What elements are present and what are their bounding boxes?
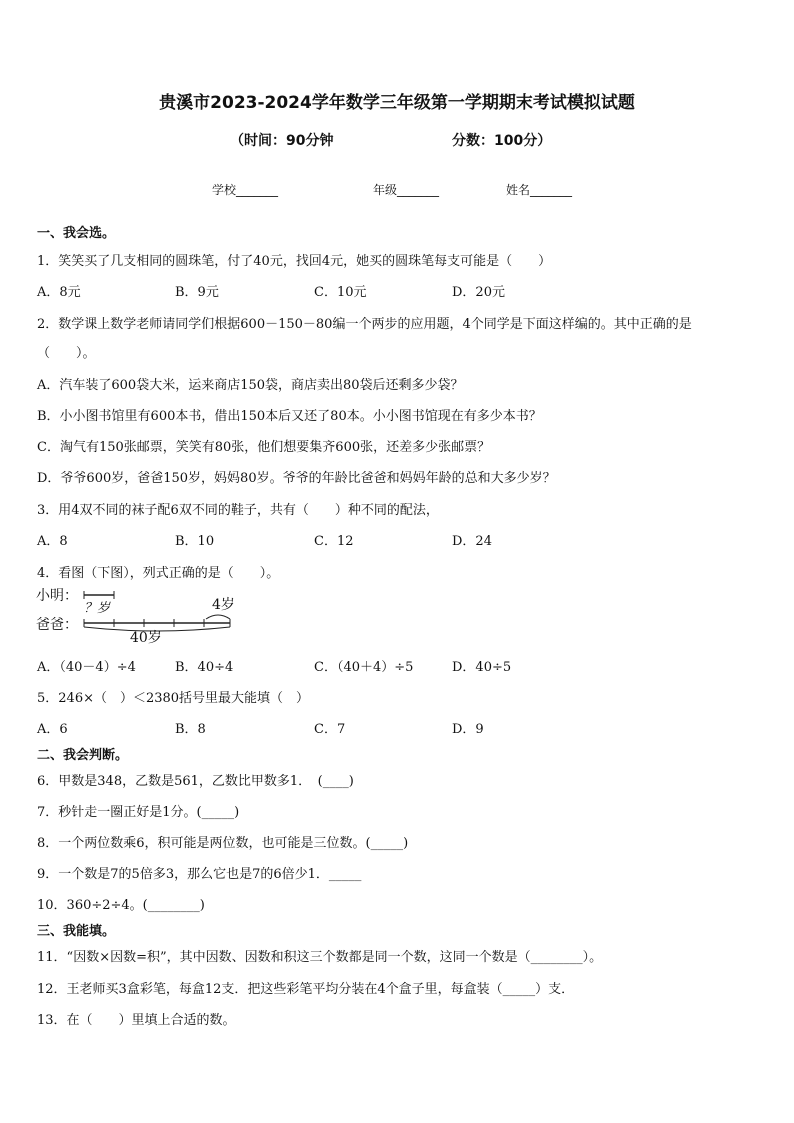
section-heading-choose: 一、我会选。: [37, 226, 116, 241]
question-10: 10．360÷2÷4。(________): [37, 898, 205, 913]
diff-label: 4岁: [212, 597, 235, 613]
question-3: 3．用4双不同的袜子配6双不同的鞋子，共有（ ）种不同的配法，: [37, 503, 439, 518]
q5-option-c: C．7: [314, 722, 346, 737]
q3-option-b: B．10: [175, 534, 215, 549]
question-2: 2．数学课上数学老师请同学们根据600－150－80编一个两步的应用题，4个同学是下面这样编的。其中正确的是: [37, 317, 692, 332]
question-11: 11．“因数×因数=积”，其中因数、因数和积这三个数都是同一个数，这同一个数是（________）。: [37, 950, 603, 965]
age-line-diagram: [36, 583, 246, 646]
question-9: 9．一个数是7的5倍多3，那么它也是7的6倍少1．_____: [37, 867, 362, 882]
name-field: 姓名_______: [506, 183, 573, 197]
question-7: 7．秒针走一圈正好是1分。(_____): [37, 805, 240, 820]
q4-option-b: B．40÷4: [175, 660, 234, 675]
q5-option-b: B．8: [175, 722, 206, 737]
q2-option-d: D．爷爷600岁，爸爸150岁，妈妈80岁。爷爷的年龄比爸爸和妈妈年龄的总和大多少岁？: [37, 471, 556, 486]
question-5: 5．246×（ ）＜2380括号里最大能填（ ）: [37, 691, 310, 706]
q2-option-c: C．淘气有150张邮票，笑笑有80张，他们想要集齐600张，还差多少张邮票？: [37, 440, 491, 455]
exam-time: （时间：90分钟: [230, 133, 334, 149]
question-6: 6．甲数是348，乙数是561，乙数比甲数多1． (____): [37, 774, 354, 789]
question-12: 12．王老师买3盒彩笔，每盒12支．把这些彩笔平均分装在4个盒子里，每盒装（_____）支．: [37, 982, 575, 997]
q3-option-d: D．24: [452, 534, 492, 549]
q5-option-a: A．6: [37, 722, 68, 737]
diff-brace: [206, 615, 230, 619]
question-1: 1．笑笑买了几支相同的圆珠笔，付了40元，找回4元，她买的圆珠笔每支可能是（ ）: [37, 254, 552, 269]
q2-option-b: B．小小图书馆里有600本书，借出150本后又还了80本。小小图书馆现在有多少本书？: [37, 409, 542, 424]
question-13: 13．在（ ）里填上合适的数。: [37, 1013, 236, 1028]
section-heading-judge: 二、我会判断。: [37, 748, 129, 763]
q4-option-a: A．（40－4）÷4: [37, 660, 136, 675]
grade-field: 年级_______: [373, 183, 440, 197]
q4-option-d: D．40÷5: [452, 660, 512, 675]
q2-option-a: A．汽车装了600袋大米，运来商店150袋，商店卖出80袋后还剩多少袋？: [37, 378, 464, 393]
q5-option-d: D．9: [452, 722, 484, 737]
q1-option-a: A．8元: [37, 285, 81, 300]
q4-option-c: C．（40＋4）÷5: [314, 660, 414, 675]
q-age-label: ？岁: [84, 601, 111, 616]
q1-option-c: C．10元: [314, 285, 367, 300]
q1-option-d: D．20元: [452, 285, 505, 300]
q3-option-a: A．8: [37, 534, 68, 549]
section-heading-fill: 三、我能填。: [37, 924, 116, 939]
exam-title: 贵溪市2023-2024学年数学三年级第一学期期末考试模拟试题: [159, 93, 635, 113]
exam-score: 分数：100分）: [452, 133, 552, 149]
q1-option-b: B．9元: [175, 285, 219, 300]
baba-label: 爸爸：: [36, 617, 78, 633]
question-4: 4．看图（下图），列式正确的是（ ）。: [37, 566, 280, 581]
xiaoming-label: 小明：: [36, 588, 78, 604]
question-8: 8．一个两位数乘6，积可能是两位数，也可能是三位数。(_____): [37, 836, 409, 851]
school-field: 学校_______: [212, 183, 279, 197]
question-2-cont: （ ）。: [37, 346, 96, 361]
q3-option-c: C．12: [314, 534, 354, 549]
total-label: 40岁: [130, 630, 162, 646]
